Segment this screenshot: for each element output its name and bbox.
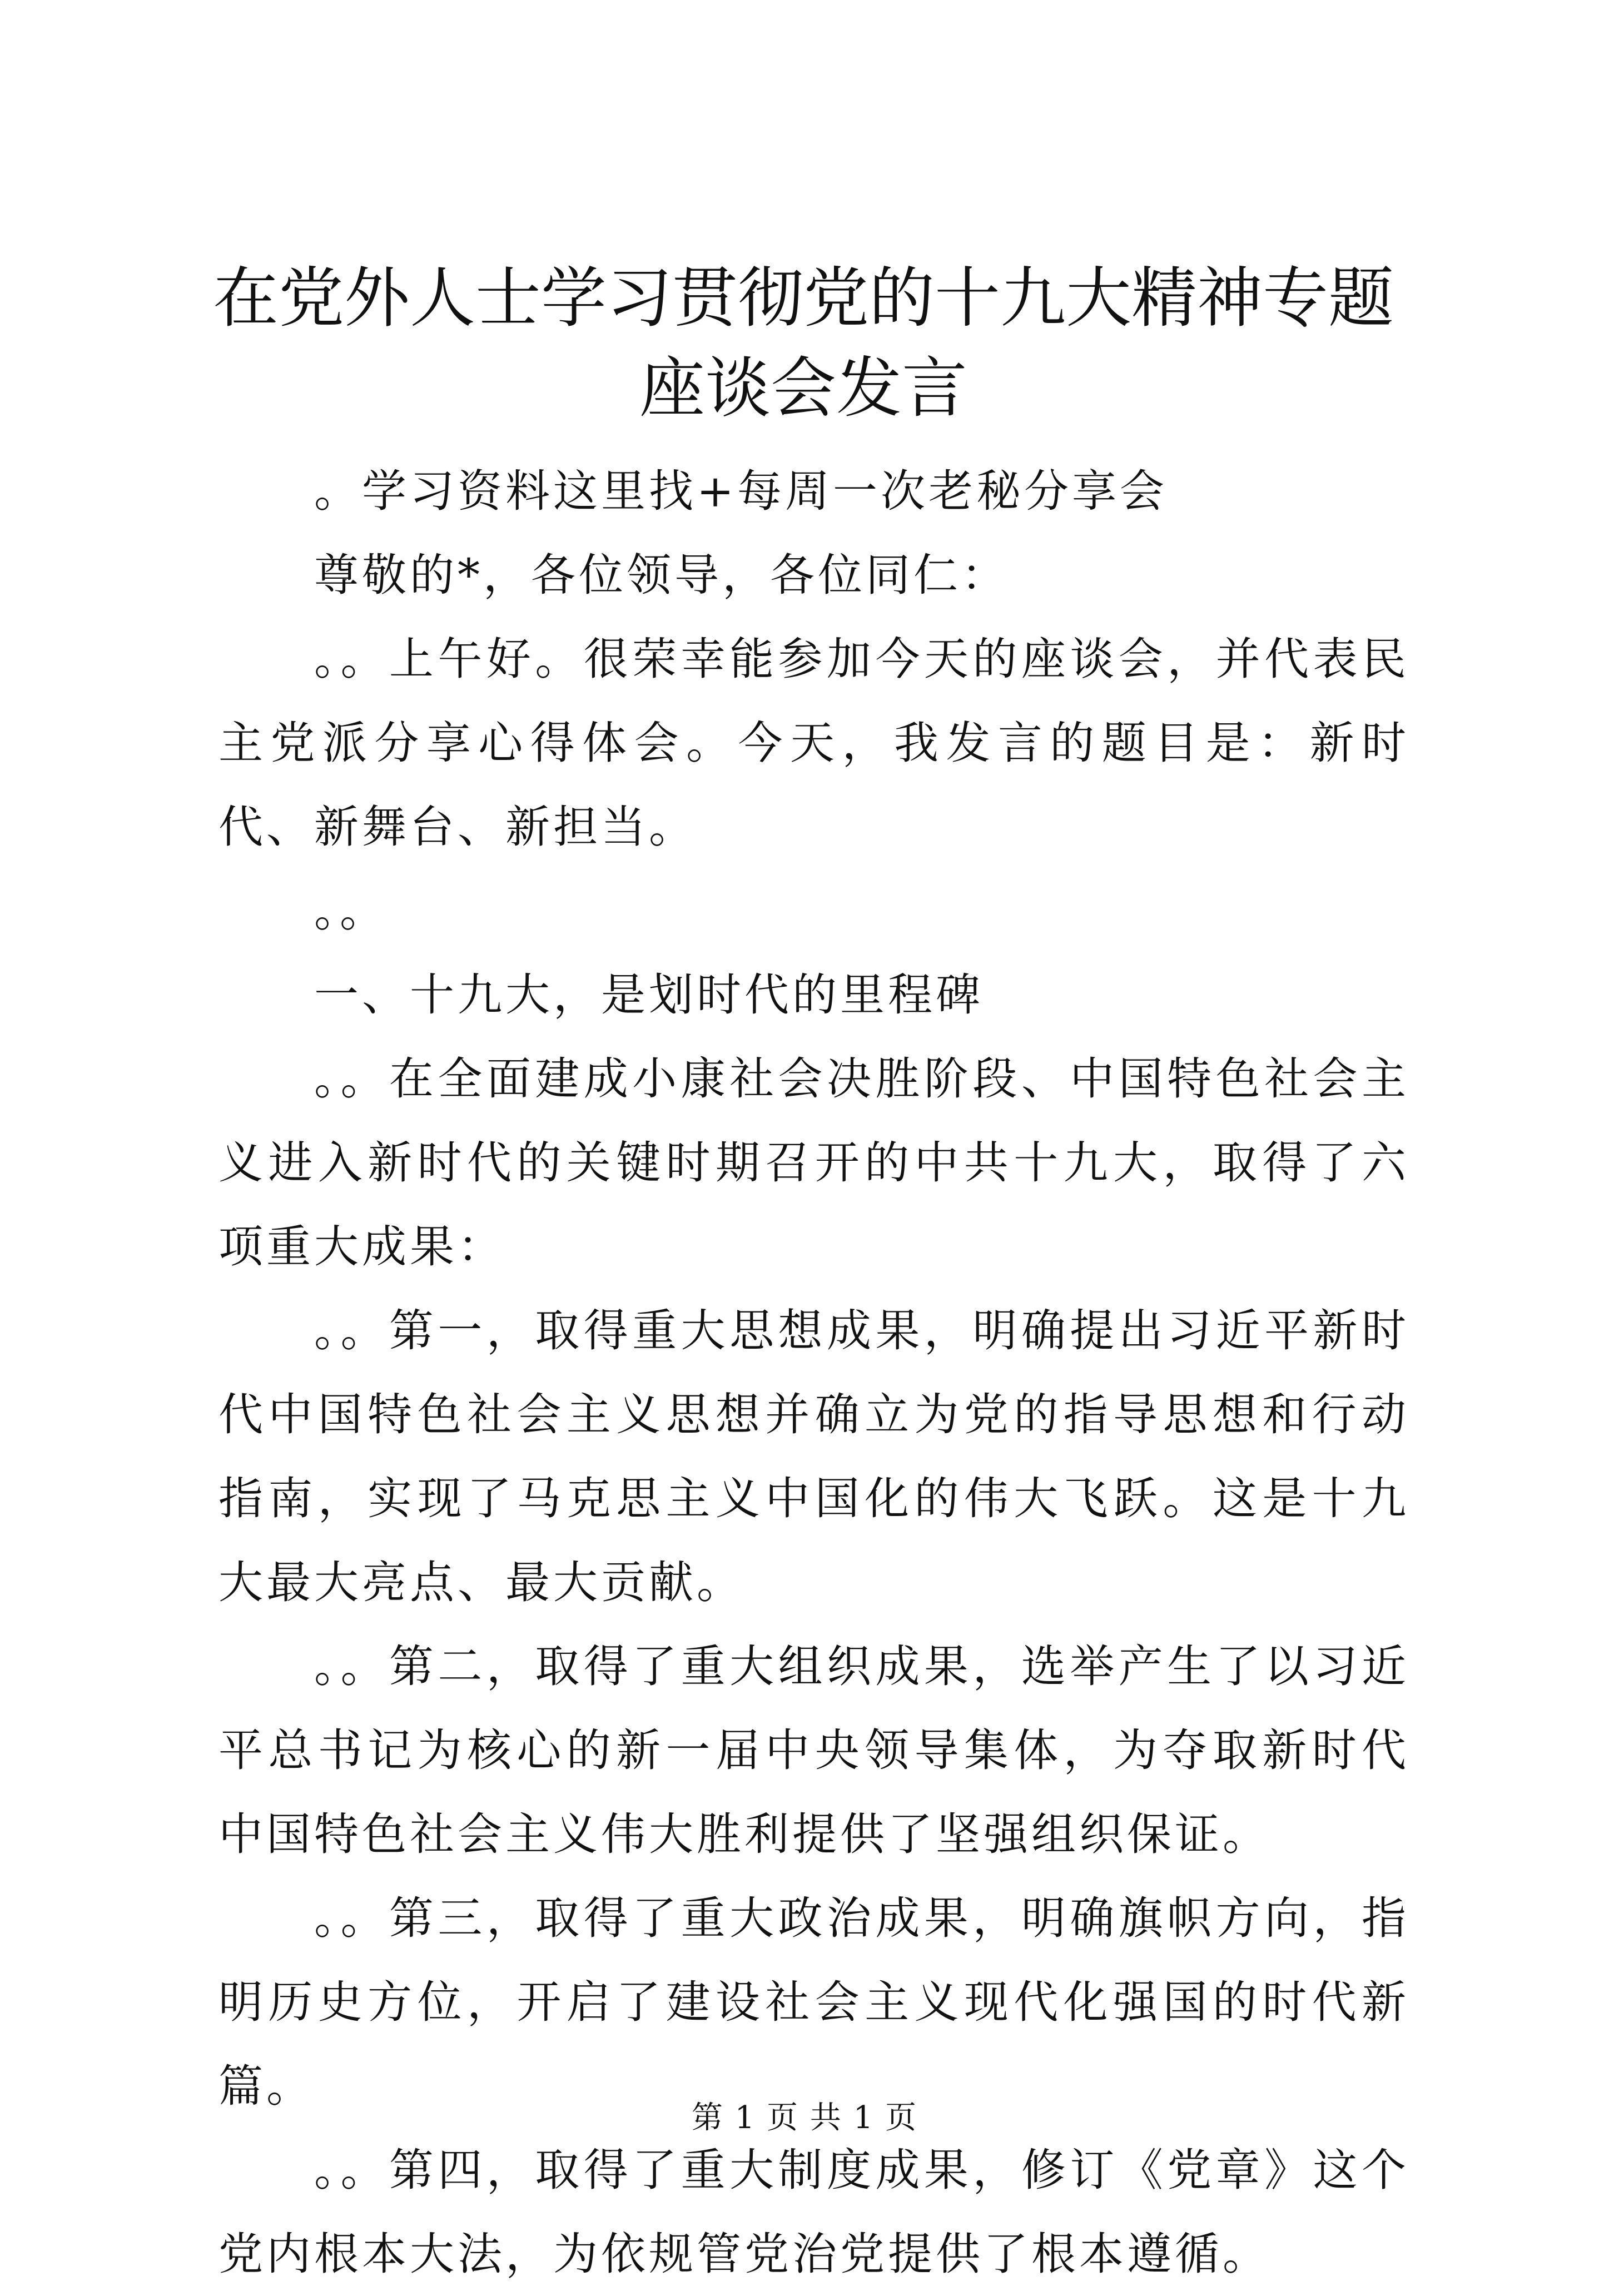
paragraph: 。。第三，取得了重大政治成果，明确旗帜方向，指明历史方位，开启了建设社会主义现代化强国的时代新篇。 <box>218 1892 1409 2112</box>
paragraph: 。。在全面建成小康社会决胜阶段、中国特色社会主义进入新时代的关键时期召开的中共十九大，取得了六项重大成果： <box>218 1053 1409 1273</box>
paragraph: 。学习资料这里找+每周一次老秘分享会 <box>314 465 1168 517</box>
section-heading: 一、十九大，是划时代的里程碑 <box>314 969 984 1021</box>
document-title: 在党外人士学习贯彻党的十九大精神专题座谈会发言 <box>212 260 1394 426</box>
paragraph: 。。第二，取得了重大组织成果，选举产生了以习近平总书记为核心的新一届中央领导集体，为夺取新时代中国特色社会主义伟大胜利提供了坚强组织保证。 <box>218 1641 1409 1860</box>
page-number: 第 1 页 共 1 页 <box>691 2100 918 2136</box>
document-body <box>218 449 1409 2296</box>
paragraph: 。。第四，取得了重大制度成果，修订《党章》这个党内根本大法，为依规管党治党提供了根本遵循。 <box>218 2144 1409 2280</box>
paragraph: 。。第一，取得重大思想成果，明确提出习近平新时代中国特色社会主义思想并确立为党的指导思想和行动指南，实现了马克思主义中国化的伟大飞跃。这是十九大最大亮点、最大贡献。 <box>218 1305 1409 1608</box>
paragraph: 。。上午好。很荣幸能参加今天的座谈会，并代表民主党派分享心得体会。今天，我发言的题目是：新时代、新舞台、新担当。 <box>218 633 1409 853</box>
page-footer <box>0 2099 1609 2138</box>
paragraph: 尊敬的*，各位领导，各位同仁： <box>314 549 1009 601</box>
paragraph: 。。 <box>314 885 388 937</box>
